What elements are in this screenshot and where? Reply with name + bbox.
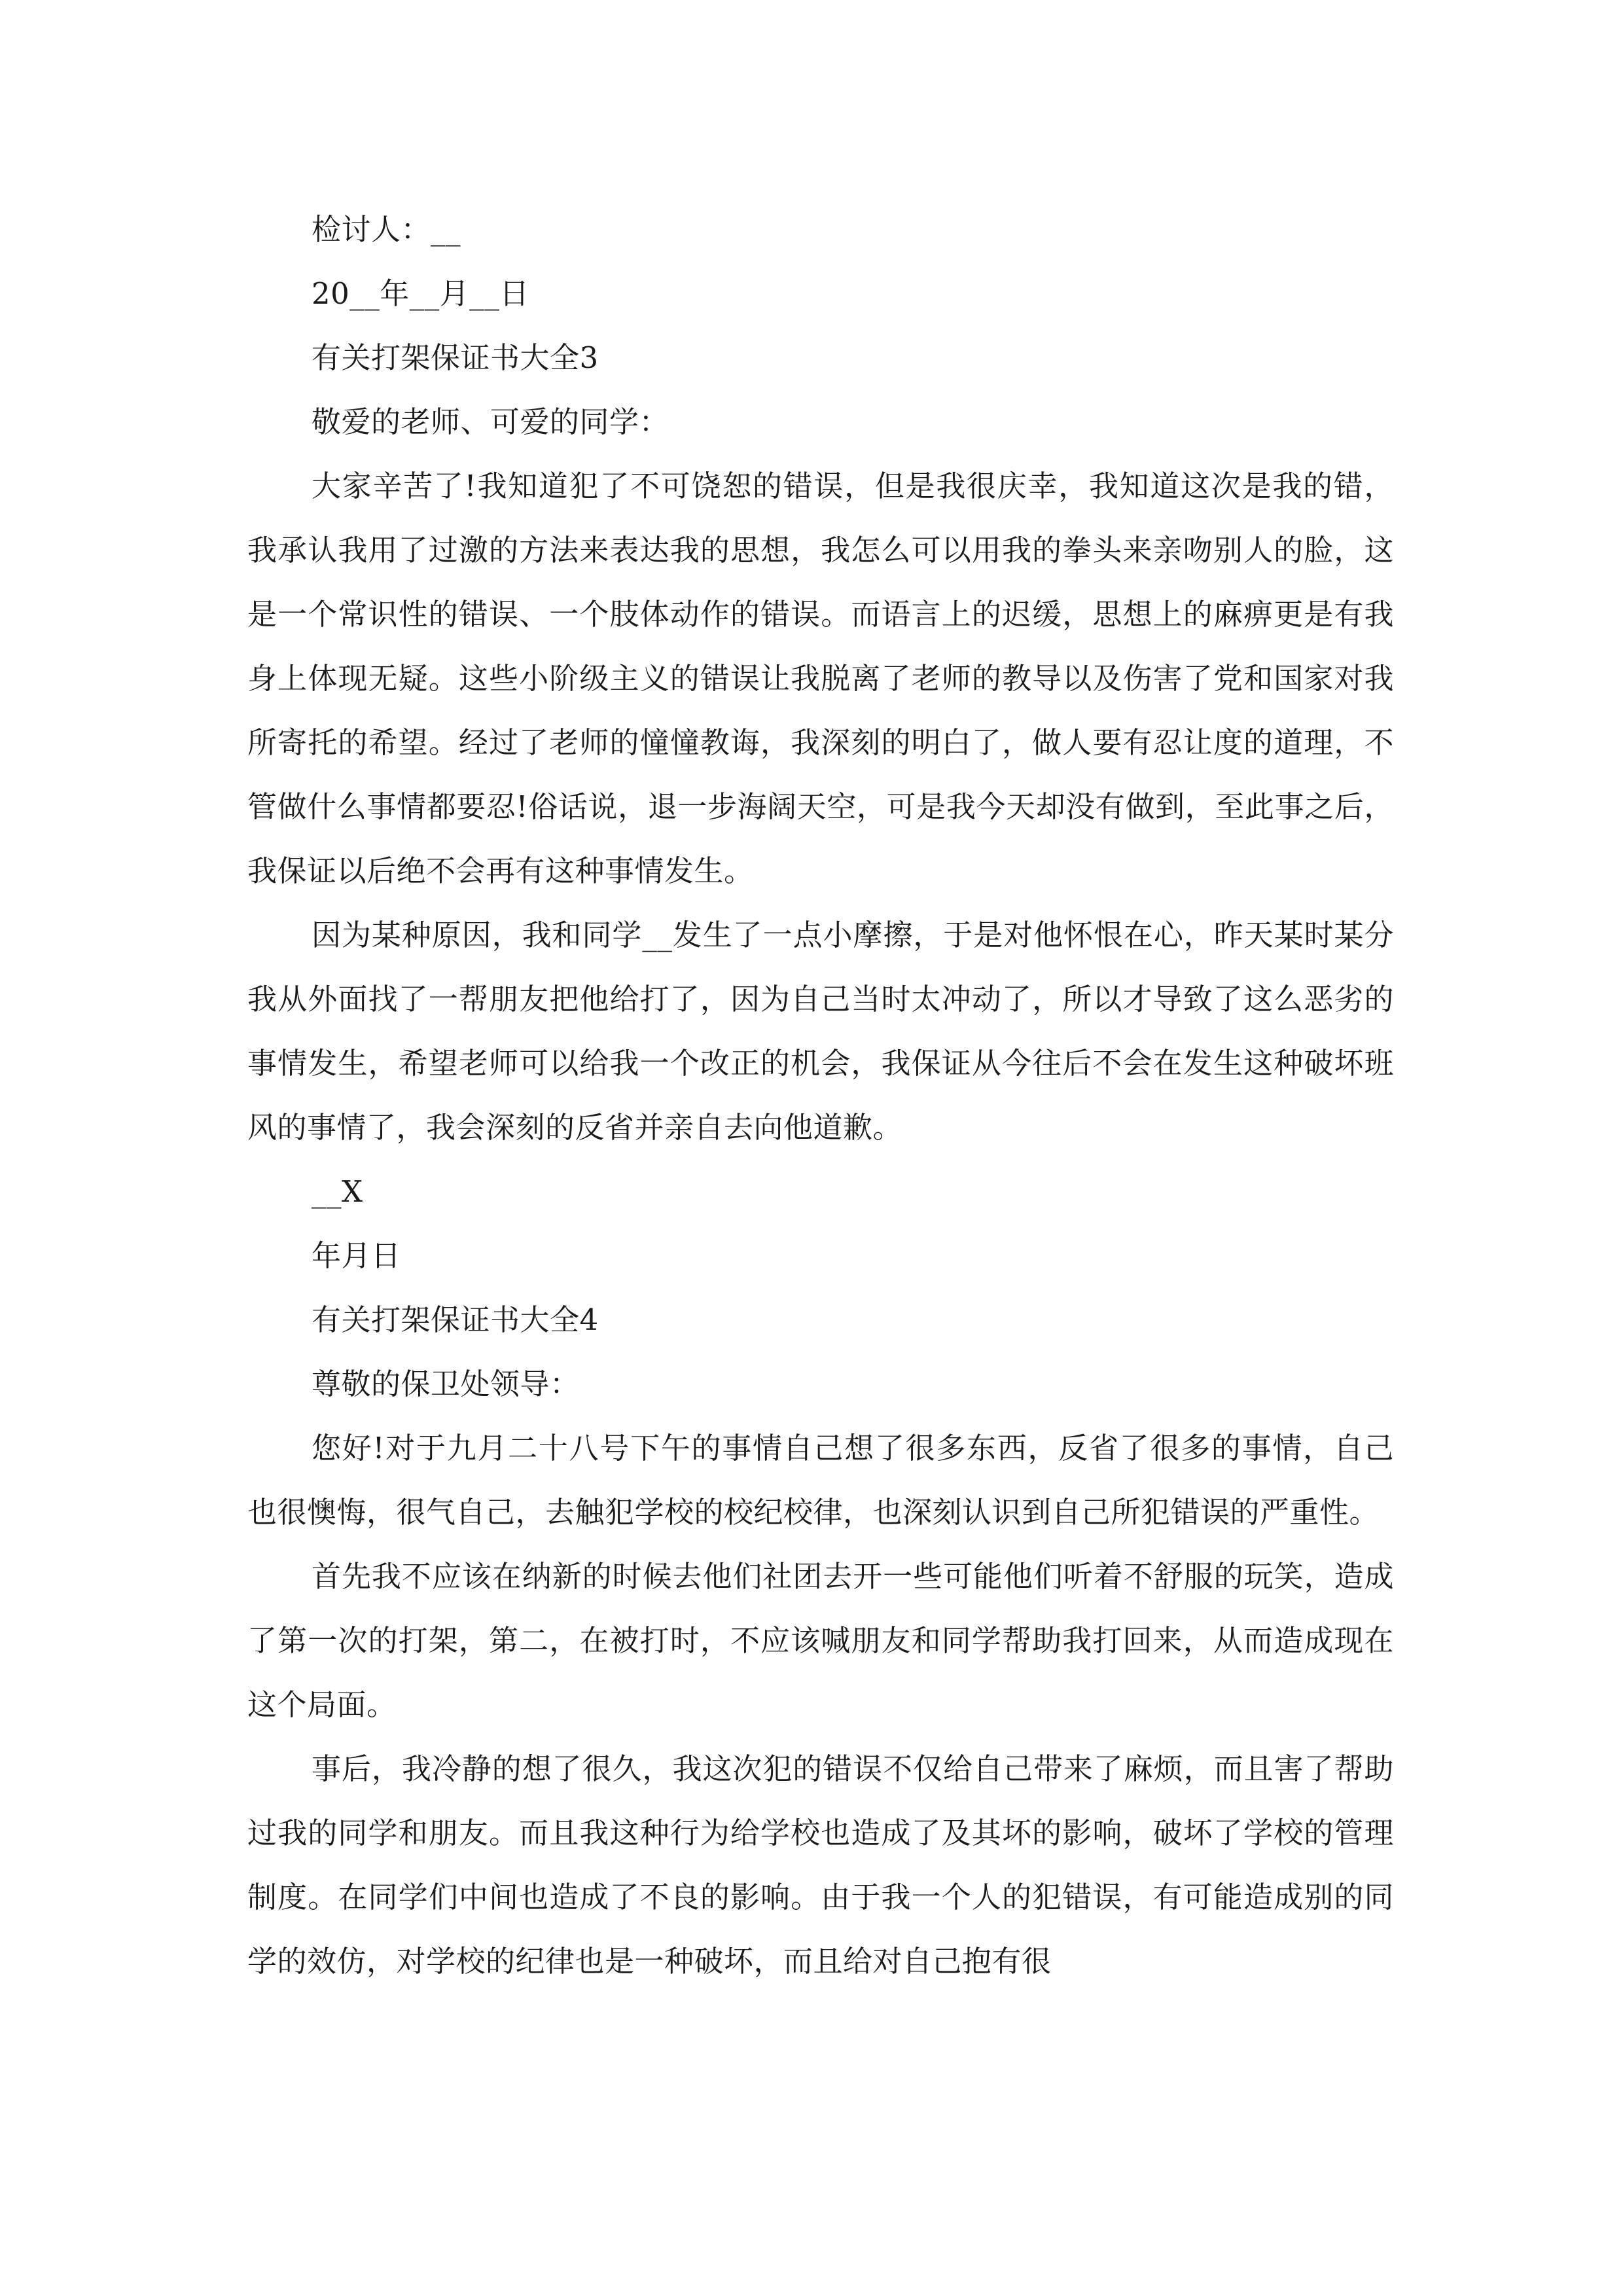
section-heading-3: 有关打架保证书大全3	[312, 340, 599, 375]
body-paragraph: 首先我不应该在纳新的时候去他们社团去开一些可能他们听着不舒服的玩笑，造成了第一次的打架，第二，在被打时，不应该喊朋友和同学帮助我打回来，从而造成现在这个局面。	[247, 1559, 1394, 1722]
salutation-3: 敬爱的老师、可爱的同学：	[312, 404, 669, 439]
body-paragraph: 事后，我冷静的想了很久，我这次犯的错误不仅给自己带来了麻烦，而且害了帮助过我的同学和朋友。而且我这种行为给学校也造成了及其坏的影响，破坏了学校的管理制度。在同学们中间也造成了不良的影响。由于我一个人的犯错误，有可能造成别的同学的效仿，对学校的纪律也是一种破坏，而且给对自己抱有很	[247, 1751, 1394, 1979]
reviewer-signature-line: 检讨人：__	[312, 212, 461, 247]
body-paragraph: 您好!对于九月二十八号下午的事情自己想了很多东西，反省了很多的事情，自己也很懊悔，很气自己，去触犯学校的校纪校律，也深刻认识到自己所犯错误的严重性。	[247, 1431, 1394, 1530]
body-paragraph: 因为某种原因，我和同学__发生了一点小摩擦，于是对他怀恨在心，昨天某时某分我从外面找了一帮朋友把他给打了，因为自己当时太冲动了，所以才导致了这么恶劣的事情发生，希望老师可以给我一个改正的机会，我保证从今往后不会在发生这种破坏班风的事情了，我会深刻的反省并亲自去向他道歉。	[247, 918, 1394, 1145]
date-line: 20__年__月__日	[312, 276, 529, 311]
section-heading-4: 有关打架保证书大全4	[312, 1302, 599, 1337]
signature-line-3: __X	[312, 1174, 363, 1209]
document-page	[247, 198, 1394, 1994]
salutation-4: 尊敬的保卫处领导：	[312, 1367, 580, 1401]
body-paragraph: 大家辛苦了!我知道犯了不可饶恕的错误，但是我很庆幸，我知道这次是我的错，我承认我用了过激的方法来表达我的思想，我怎么可以用我的拳头来亲吻别人的脸，这是一个常识性的错误、一个肢体动作的错误。而语言上的迟缓，思想上的麻痹更是有我身上体现无疑。这些小阶级主义的错误让我脱离了老师的教导以及伤害了党和国家对我所寄托的希望。经过了老师的憧憧教诲，我深刻的明白了，做人要有忍让度的道理，不管做什么事情都要忍!俗话说，退一步海阔天空，可是我今天却没有做到，至此事之后，我保证以后绝不会再有这种事情发生。	[247, 469, 1394, 888]
date-line-3: 年月日	[312, 1238, 401, 1273]
